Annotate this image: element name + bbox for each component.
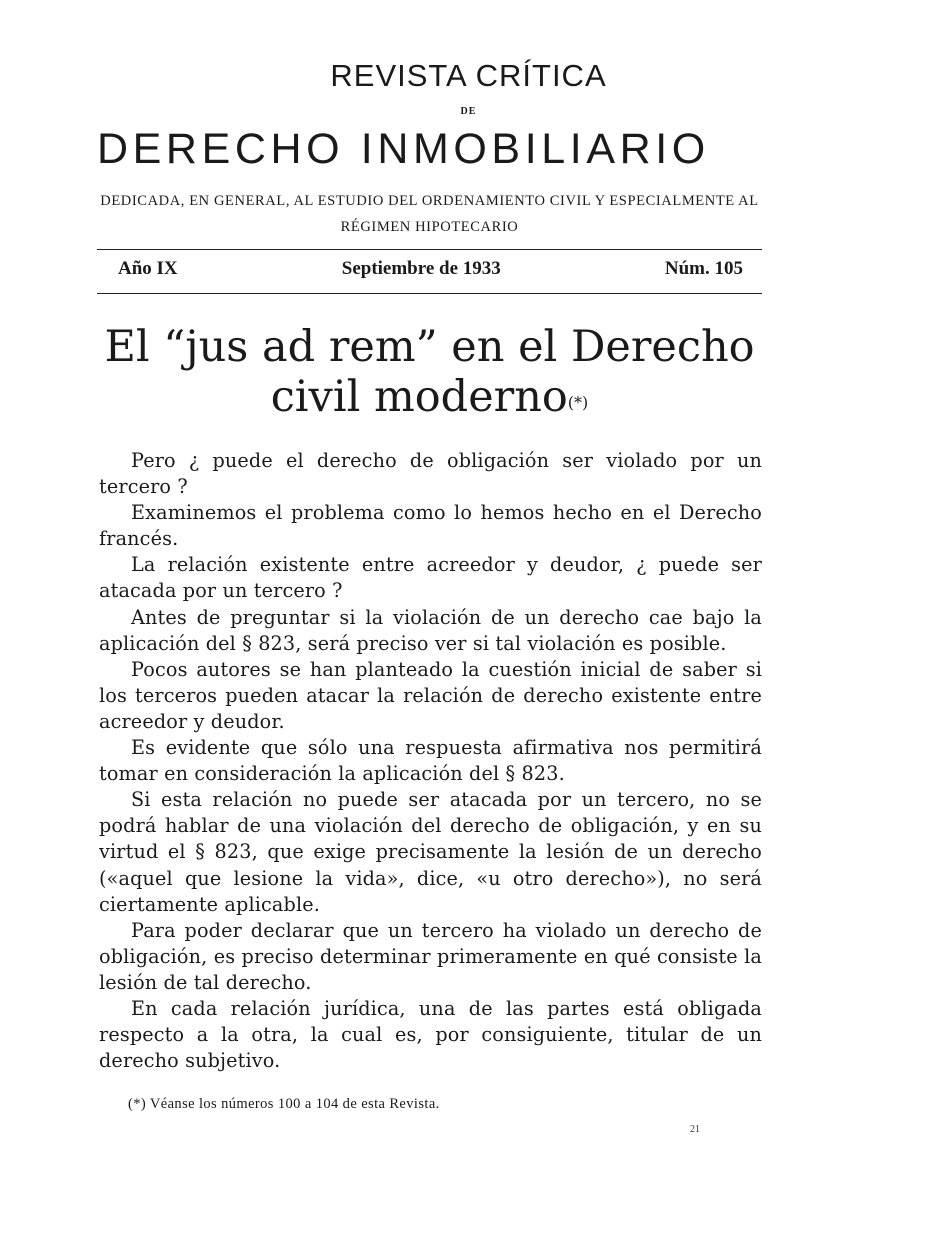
article-body bbox=[99, 448, 762, 1074]
header-rule-bottom bbox=[97, 293, 762, 294]
journal-title-top: REVISTA CRÍTICA bbox=[330, 58, 607, 93]
paragraph: Pero ¿ puede el derecho de obligación ser violado por un tercero ? bbox=[99, 449, 762, 499]
paragraph: Para poder declarar que un tercero ha violado un derecho de obligación, es preciso determinar primeramente en qué consiste la lesión de tal derecho. bbox=[99, 918, 762, 994]
issue-date: Septiembre de 1933 bbox=[341, 258, 501, 279]
header-rule-top bbox=[97, 249, 762, 250]
paragraph: Examinemos el problema como lo hemos hecho en el Derecho francés. bbox=[99, 501, 762, 551]
issue-number: Núm. 105 bbox=[664, 258, 743, 279]
journal-title-de: DE bbox=[460, 106, 477, 117]
paragraph: Si esta relación no puede ser atacada por un tercero, no se podrá hablar de una violación del derecho de obligación, y en su virtud el § 823, que exige precisamente la lesión de un derecho («aquel que lesione la vida», dice, «u otro derecho»), no será ciertamente aplicable. bbox=[99, 788, 762, 916]
journal-subtitle: DEDICADA, EN GENERAL, AL ESTUDIO DEL ORDENAMIENTO CIVIL Y ESPECIALMENTE AL RÉGIMEN HIPOTECARIO bbox=[100, 193, 759, 235]
paragraph: La relación existente entre acreedor y deudor, ¿ puede ser atacada por un tercero ? bbox=[99, 553, 762, 603]
footnote: (*) Véanse los números 100 a 104 de esta Revista. bbox=[128, 1096, 440, 1112]
page-mark: 21 bbox=[690, 1124, 700, 1135]
article-title-line-2 bbox=[97, 372, 762, 422]
issue-line bbox=[118, 258, 743, 280]
paragraph: Pocos autores se han planteado la cuestión inicial de saber si los terceros pueden atacar la relación de derecho existente entre acreedor y deudor. bbox=[99, 657, 762, 733]
paragraph: Es evidente que sólo una respuesta afirmativa nos permitirá tomar en consideración la aplicación del § 823. bbox=[99, 736, 762, 786]
article-title-note-mark: (*) bbox=[567, 393, 589, 412]
article-title-line-2-text: civil moderno bbox=[270, 372, 568, 422]
paragraph: Antes de preguntar si la violación de un derecho cae bajo la aplicación del § 823, será preciso ver si tal violación es posible. bbox=[99, 605, 762, 655]
issue-year: Año IX bbox=[118, 258, 178, 279]
paragraph: En cada relación jurídica, una de las partes está obligada respecto a la otra, la cual es, por consiguiente, titular de un derecho subjetivo. bbox=[99, 996, 762, 1073]
article-title bbox=[97, 322, 762, 422]
journal-title-main: DERECHO INMOBILIARIO bbox=[97, 125, 710, 173]
article-title-line-1: El “jus ad rem” en el Derecho bbox=[104, 322, 755, 372]
